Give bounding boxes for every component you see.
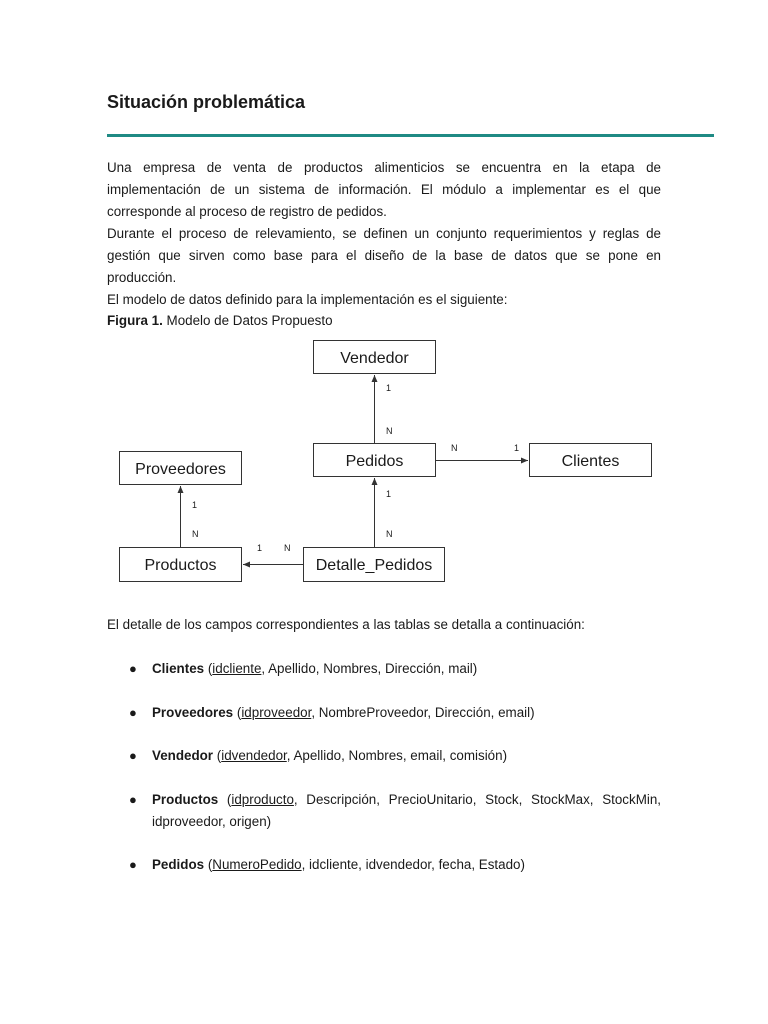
primary-key: idcliente bbox=[212, 661, 262, 676]
table-fields: , Apellido, Nombres, Dirección, mail) bbox=[261, 661, 478, 676]
details-intro: El detalle de los campos correspondientes a las tablas se detalla a continuación: bbox=[107, 617, 585, 632]
card-pedidos-many-clientes: N bbox=[451, 443, 458, 453]
figure-caption-text: Modelo de Datos Propuesto bbox=[166, 313, 333, 328]
paren-open: ( bbox=[204, 661, 213, 676]
bullet-icon: ● bbox=[129, 748, 137, 763]
primary-key: idvendedor bbox=[221, 748, 287, 763]
card-vendedor-one: 1 bbox=[386, 383, 392, 393]
bullet-icon: ● bbox=[129, 791, 137, 807]
page-title: Situación problemática bbox=[107, 92, 306, 112]
table-name: Pedidos bbox=[152, 857, 205, 872]
paren-open: ( bbox=[213, 748, 222, 763]
paren-open: ( bbox=[233, 704, 242, 720]
list-item-proveedores bbox=[107, 702, 661, 724]
table-fields: , idcliente, idvendedor, fecha, Estado) bbox=[301, 857, 525, 872]
list-item-clientes bbox=[107, 658, 661, 680]
bullet-icon: ● bbox=[129, 661, 137, 676]
entity-proveedores-label: Proveedores bbox=[135, 461, 226, 478]
entity-vendedor-label: Vendedor bbox=[340, 350, 409, 367]
card-detalle-many-pedidos: N bbox=[386, 529, 393, 539]
entity-pedidos bbox=[314, 444, 436, 477]
card-pedidos-one: 1 bbox=[386, 489, 392, 499]
entity-detalle-pedidos bbox=[304, 548, 445, 582]
entity-vendedor bbox=[314, 341, 436, 374]
card-productos-one: 1 bbox=[257, 543, 263, 553]
paren-open: ( bbox=[204, 857, 213, 872]
table-fields: , Apellido, Nombres, email, comisión) bbox=[286, 748, 508, 763]
entity-productos-label: Productos bbox=[144, 557, 217, 574]
table-fields: , NombreProveedor, Dirección, email) bbox=[311, 704, 535, 720]
list-item-productos bbox=[107, 789, 661, 833]
primary-key: NumeroPedido bbox=[212, 857, 302, 872]
table-name: Proveedores bbox=[152, 704, 234, 720]
bullet-icon: ● bbox=[129, 857, 137, 872]
table-name: Clientes bbox=[152, 661, 205, 676]
primary-key: idproveedor bbox=[241, 704, 312, 720]
table-name: Productos bbox=[152, 791, 219, 807]
figure-label: Figura 1. bbox=[107, 313, 163, 328]
card-pedidos-many-vendedor: N bbox=[386, 426, 393, 436]
entity-clientes-label: Clientes bbox=[561, 453, 620, 470]
table-name: Vendedor bbox=[152, 748, 214, 763]
primary-key: idproducto bbox=[231, 791, 294, 807]
paren-open: ( bbox=[218, 791, 232, 807]
entity-clientes bbox=[530, 444, 652, 477]
entity-productos bbox=[120, 548, 242, 582]
card-proveedores-one: 1 bbox=[192, 500, 198, 510]
table-fields: , Descripción, PrecioUnitario, Stock, StockMax, StockMin, idproveedor, origen) bbox=[152, 791, 661, 829]
list-item-pedidos bbox=[107, 854, 661, 876]
card-clientes-one: 1 bbox=[514, 443, 520, 453]
intro-paragraph-2: Durante el proceso de relevamiento, se definen un conjunto requerimientos y reglas de gestión que sirven como base para el diseño de la base de datos que se pone en producción. bbox=[107, 226, 661, 285]
card-detalle-many-productos: N bbox=[284, 543, 291, 553]
intro-paragraph-1: Una empresa de venta de productos alimenticios se encuentra en la etapa de implementación de un sistema de información. El módulo a implementar es el que corresponde al proceso de registro de pedidos. bbox=[107, 160, 661, 219]
table-list bbox=[107, 658, 661, 898]
card-productos-many: N bbox=[192, 529, 199, 539]
intro-paragraph-3: El modelo de datos definido para la implementación es el siguiente: bbox=[107, 292, 508, 307]
list-item-vendedor bbox=[107, 745, 661, 767]
entity-proveedores bbox=[120, 452, 242, 485]
entity-detalle-pedidos-label: Detalle_Pedidos bbox=[315, 557, 433, 574]
entity-pedidos-label: Pedidos bbox=[345, 453, 404, 470]
bullet-icon: ● bbox=[129, 704, 137, 720]
